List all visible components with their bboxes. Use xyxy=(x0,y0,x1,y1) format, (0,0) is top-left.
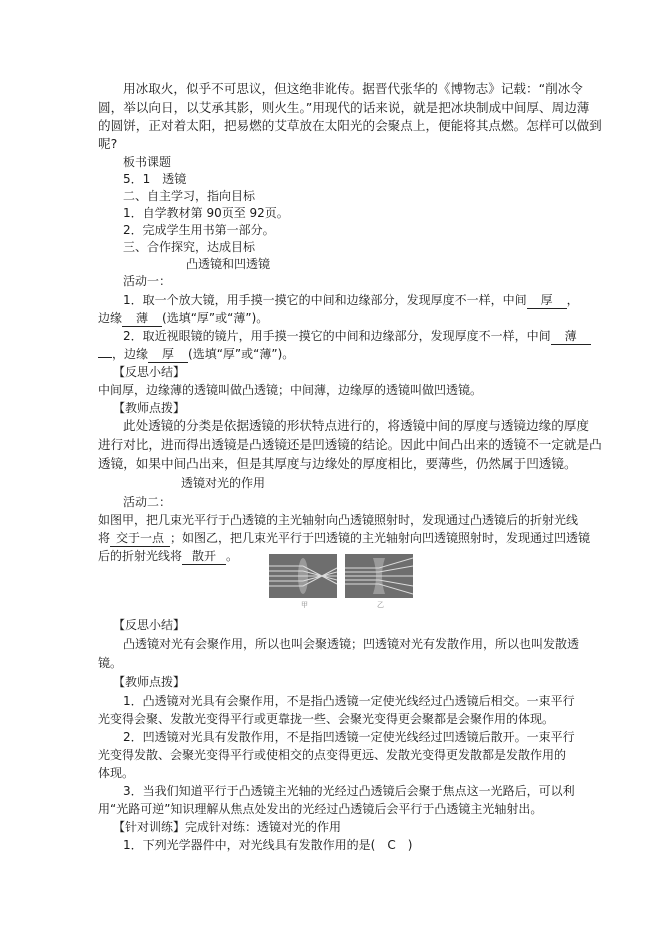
q1-edge-text: 边缘 xyxy=(98,311,123,325)
figure-label-jia: 甲 xyxy=(301,601,308,609)
q1-hint: (选填“厚”或“薄”)。 xyxy=(162,311,269,325)
activity-2-line-2-rest: ；如图乙，把几束光平行于凹透镜的主光轴射向凹透镜照射时，发现通过凹透镜 xyxy=(170,531,591,545)
q1-text: 1．取一个放大镜，用手摸一摸它的中间和边缘部分，发现厚度不一样，中间 xyxy=(123,293,527,307)
q1-comma: ， xyxy=(566,293,579,307)
blank-6: 散开 xyxy=(182,549,226,565)
intro-line-2: 圆，举以向日，以艾承其影，则火生。”用现代的话来说，就是把冰块制成中间厚、周边薄 xyxy=(98,100,590,115)
q2-hint: (选填“厚”或“薄”)。 xyxy=(188,347,295,361)
section-heading: 板书课题 xyxy=(123,155,172,169)
practice-heading: 【针对训练】完成针对练：透镜对光的作用 xyxy=(113,820,342,834)
blank-5: 交于一点 xyxy=(110,531,170,547)
teacher-tip-1-line-2: 进行对比，进而得出透镜是凸透镜还是凹透镜的结论。因此中间凸出来的透镜不一定就是凸 xyxy=(98,437,602,452)
activity-1-label: 活动一： xyxy=(123,274,172,288)
intro-line-1: 用冰取火，似乎不可思议，但这绝非讹传。据晋代张华的《博物志》记载：“削冰令 xyxy=(123,81,583,96)
activity-2-jiang: 将 xyxy=(98,531,111,545)
teacher-tip-heading-2: 【教师点拨】 xyxy=(113,675,186,689)
teacher-tip-2-line-7: 用“光路可逆”知识理解从焦点处发出的光经过凸透镜后会平行于凸透镜主光轴射出。 xyxy=(98,802,543,816)
activity-1-q1 xyxy=(123,291,579,309)
teacher-tip-2-line-3: 2．凹透镜对光具有发散作用，不是指凹透镜一定使光线经过凹透镜后散开。一束平行 xyxy=(123,730,575,744)
activity-1-q1-cont xyxy=(98,309,268,327)
lens-figure xyxy=(269,554,413,609)
q2-text: 2．取近视眼镜的镜片，用手摸一摸它的中间和边缘部分，发现厚度不一样，中间 xyxy=(123,329,551,343)
activity-1-q2-cont xyxy=(98,345,294,363)
concave-lens-photo xyxy=(345,554,413,598)
blank-2: 薄 xyxy=(122,311,162,327)
step-heading-3: 三、合作探究，达成目标 xyxy=(123,240,256,254)
blank-3: 薄 xyxy=(551,329,591,345)
task-line-2: 2．完成学生用书第一部分。 xyxy=(123,223,275,237)
teacher-tip-1-line-3: 透镜，如果中间凸出来，但是其厚度与边缘处的厚度相比，要薄些，仍然属于凹透镜。 xyxy=(98,456,577,471)
teacher-tip-2-line-2: 光变得会聚、发散光变得平行或更靠拢一些、会聚光变得更会聚都是会聚作用的体现。 xyxy=(98,712,555,726)
activity-2-period: 。 xyxy=(226,549,239,563)
blank-1: 厚 xyxy=(527,293,567,309)
activity-2-line-3-text: 后的折射光线将 xyxy=(98,549,183,563)
reflection-text-1: 中间厚，边缘薄的透镜叫做凸透镜；中间薄，边缘厚的透镜叫做凹透镜。 xyxy=(98,383,483,397)
blank-4: 厚 xyxy=(148,347,188,363)
teacher-tip-2-line-5: 体现。 xyxy=(98,766,135,780)
task-line-1: 1．自学教材第 90页至 92页。 xyxy=(123,206,289,220)
activity-1-q2 xyxy=(123,327,591,345)
step-heading-2: 二、自主学习，指向目标 xyxy=(123,189,256,203)
reflection-text-2-line-2: 镜。 xyxy=(98,656,123,670)
reflection-heading-1: 【反思小结】 xyxy=(113,365,186,379)
figure-label-yi: 乙 xyxy=(377,601,384,609)
activity-2-label: 活动二： xyxy=(123,495,172,509)
convex-lens-photo xyxy=(269,554,337,598)
teacher-tip-1-line-1: 此处透镜的分类是依据透镜的形状特点进行的，将透镜中间的厚度与透镜边缘的厚度 xyxy=(123,418,589,433)
intro-line-4: 呢? xyxy=(98,136,118,151)
teacher-tip-2-line-6: 3．当我们知道平行于凸透镜主光轴的光经过凸透镜后会聚于焦点这一光路后，可以利 xyxy=(123,784,575,798)
concave-lens-diagram xyxy=(345,554,413,598)
q2-edge-text: ，边缘 xyxy=(112,347,149,361)
convex-lens-diagram xyxy=(269,554,337,598)
reflection-text-2-line-1: 凸透镜对光有会聚作用，所以也叫会聚透镜；凹透镜对光有发散作用，所以也叫发散透 xyxy=(123,637,580,651)
reflection-heading-2: 【反思小结】 xyxy=(113,618,186,632)
blank-3-tail xyxy=(98,357,112,358)
teacher-tip-2-line-1: 1．凸透镜对光具有会聚作用，不是指凸透镜一定使光线经过凸透镜后相交。一束平行 xyxy=(123,694,575,708)
lesson-title: 5．1 透镜 xyxy=(123,172,187,186)
activity-2-line-2 xyxy=(98,529,590,547)
teacher-tip-2-line-4: 光变得发散、会聚光变得平行或使相交的点变得更远、发散光变得更发散都是发散作用的 xyxy=(98,748,567,762)
teacher-tip-heading-1: 【教师点拨】 xyxy=(113,401,186,415)
practice-question-1: 1．下列光学器件中，对光线具有发散作用的是( C ) xyxy=(123,838,413,852)
activity-2-line-3 xyxy=(98,547,238,565)
intro-line-3: 的圆饼，正对着太阳，把易燃的艾草放在太阳光的会聚点上，便能将其点燃。怎样可以做到 xyxy=(98,118,602,133)
activity-2-line-1: 如图甲，把几束光平行于凸透镜的主光轴射向凸透镜照射时，发现通过凸透镜后的折射光线 xyxy=(98,513,579,527)
subsection-title-2: 透镜对光的作用 xyxy=(181,476,266,490)
subsection-title-1: 凸透镜和凹透镜 xyxy=(186,257,271,271)
